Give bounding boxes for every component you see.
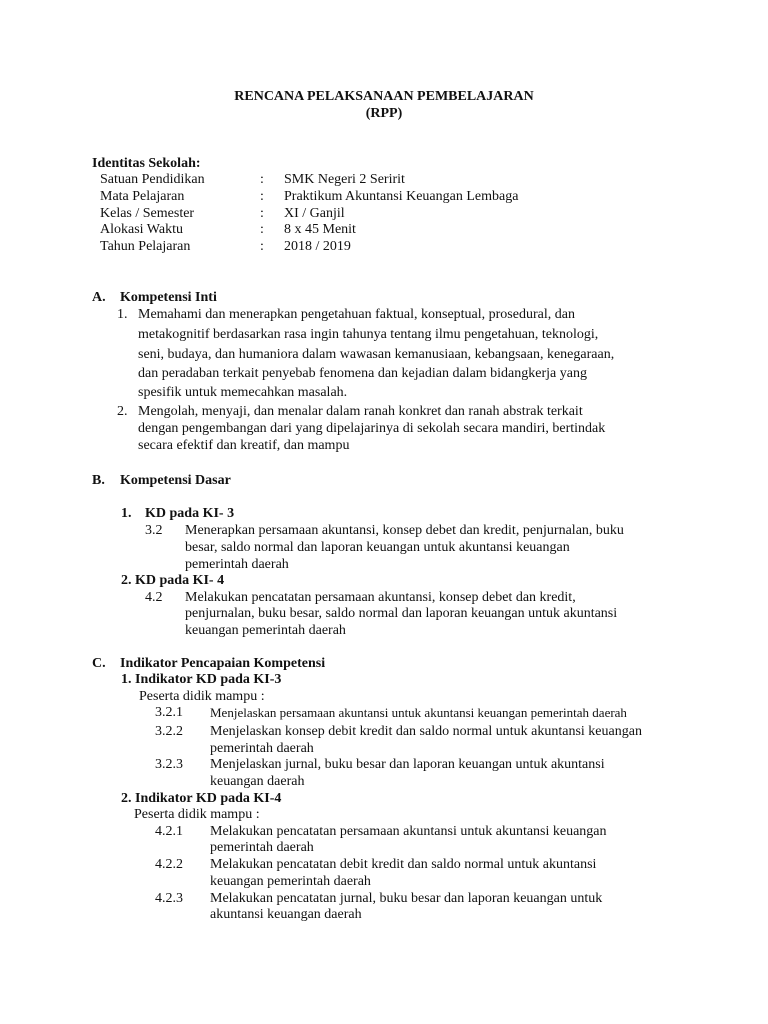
section-title: Kompetensi Dasar	[120, 473, 231, 488]
paragraph-line: Melakukan pencatatan persamaan akuntansi, konsep debet dan kredit,	[185, 590, 576, 605]
section-title: Kompetensi Inti	[120, 290, 217, 305]
identitas-label: Tahun Pelajaran	[100, 239, 191, 254]
section-letter: A.	[92, 290, 106, 305]
paragraph-line: keuangan pemerintah daerah	[185, 623, 346, 638]
paragraph-line: Melakukan pencatatan jurnal, buku besar dan laporan keuangan untuk	[210, 891, 603, 906]
identitas-value: Praktikum Akuntansi Keuangan Lembaga	[284, 189, 519, 204]
identitas-colon: :	[260, 172, 264, 187]
paragraph-line: pemerintah daerah	[210, 741, 314, 756]
paragraph-line: keuangan pemerintah daerah	[210, 874, 371, 889]
intro-text: Peserta didik mampu :	[139, 689, 265, 704]
identitas-label: Satuan Pendidikan	[100, 172, 205, 187]
indicator-code: 3.2.3	[155, 757, 183, 772]
document-title: RENCANA PELAKSANAAN PEMBELAJARAN	[234, 89, 534, 104]
subsection-title: 2. KD pada KI- 4	[121, 573, 225, 588]
identitas-label: Alokasi Waktu	[100, 222, 183, 237]
list-number: 1.	[117, 307, 128, 322]
subsection-title: 2. Indikator KD pada KI-4	[121, 791, 282, 806]
identitas-colon: :	[260, 239, 264, 254]
paragraph-line: pemerintah daerah	[210, 840, 314, 855]
paragraph-line: penjurnalan, buku besar, saldo normal dan laporan keuangan untuk akuntansi	[185, 606, 618, 621]
paragraph-line: pemerintah daerah	[185, 557, 289, 572]
indicator-code: 3.2.1	[155, 705, 183, 720]
identitas-label: Kelas / Semester	[100, 206, 195, 221]
indicator-code: 4.2.3	[155, 891, 183, 906]
identitas-label: Mata Pelajaran	[100, 189, 185, 204]
paragraph-line: dengan pengembangan dari yang dipelajarinya di sekolah secara mandiri, bertindak	[138, 421, 606, 436]
paragraph-line: akuntansi keuangan daerah	[210, 907, 362, 922]
kd-code: 3.2	[145, 523, 163, 538]
identitas-value: XI / Ganjil	[284, 206, 345, 221]
identitas-colon: :	[260, 189, 264, 204]
identitas-colon: :	[260, 222, 264, 237]
intro-text: Peserta didik mampu :	[134, 807, 260, 822]
paragraph-line: spesifik untuk memecahkan masalah.	[138, 385, 348, 400]
paragraph-line: Menjelaskan konsep debit kredit dan saldo normal untuk akuntansi keuangan	[210, 724, 642, 739]
paragraph-line: Menerapkan persamaan akuntansi, konsep debet dan kredit, penjurnalan, buku	[185, 523, 624, 538]
kd-code: 4.2	[145, 590, 163, 605]
list-number: 2.	[117, 404, 128, 419]
section-letter: C.	[92, 656, 106, 671]
section-letter: B.	[92, 473, 105, 488]
paragraph-line: dan peradaban terkait penyebab fenomena dan kejadian dalam bidangkerja yang	[138, 366, 587, 381]
indicator-code: 4.2.2	[155, 857, 183, 872]
paragraph-line: Memahami dan menerapkan pengetahuan faktual, konseptual, prosedural, dan	[138, 307, 575, 322]
subsection-title: KD pada KI- 3	[145, 506, 235, 521]
identitas-value: SMK Negeri 2 Seririt	[284, 172, 405, 187]
section-title: Indikator Pencapaian Kompetensi	[120, 656, 326, 671]
indicator-code: 4.2.1	[155, 824, 183, 839]
paragraph-line: Menjelaskan jurnal, buku besar dan laporan keuangan untuk akuntansi	[210, 757, 605, 772]
paragraph-line: Melakukan pencatatan persamaan akuntansi untuk akuntansi keuangan	[210, 824, 607, 839]
paragraph-line: keuangan daerah	[210, 774, 305, 789]
subsection-number: 1.	[121, 506, 132, 521]
indicator-code: 3.2.2	[155, 724, 183, 739]
paragraph-line: seni, budaya, dan humaniora dalam wawasan kemanusiaan, kebangsaan, kenegaraan,	[138, 347, 615, 362]
paragraph-line: Menjelaskan persamaan akuntansi untuk akuntansi keuangan pemerintah daerah	[210, 705, 627, 720]
identitas-value: 8 x 45 Menit	[284, 222, 356, 237]
identitas-value: 2018 / 2019	[284, 239, 351, 254]
paragraph-line: besar, saldo normal dan laporan keuangan untuk akuntansi keuangan	[185, 540, 570, 555]
identitas-colon: :	[260, 206, 264, 221]
paragraph-line: Mengolah, menyaji, dan menalar dalam ranah konkret dan ranah abstrak terkait	[138, 404, 583, 419]
paragraph-line: secara efektif dan kreatif, dan mampu	[138, 438, 350, 453]
paragraph-line: metakognitif berdasarkan rasa ingin tahunya tentang ilmu pengetahuan, teknologi,	[138, 327, 599, 342]
identitas-heading: Identitas Sekolah:	[92, 156, 201, 171]
document-subtitle: (RPP)	[365, 106, 403, 121]
paragraph-line: Melakukan pencatatan debit kredit dan saldo normal untuk akuntansi	[210, 857, 597, 872]
subsection-title: 1. Indikator KD pada KI-3	[121, 672, 282, 687]
